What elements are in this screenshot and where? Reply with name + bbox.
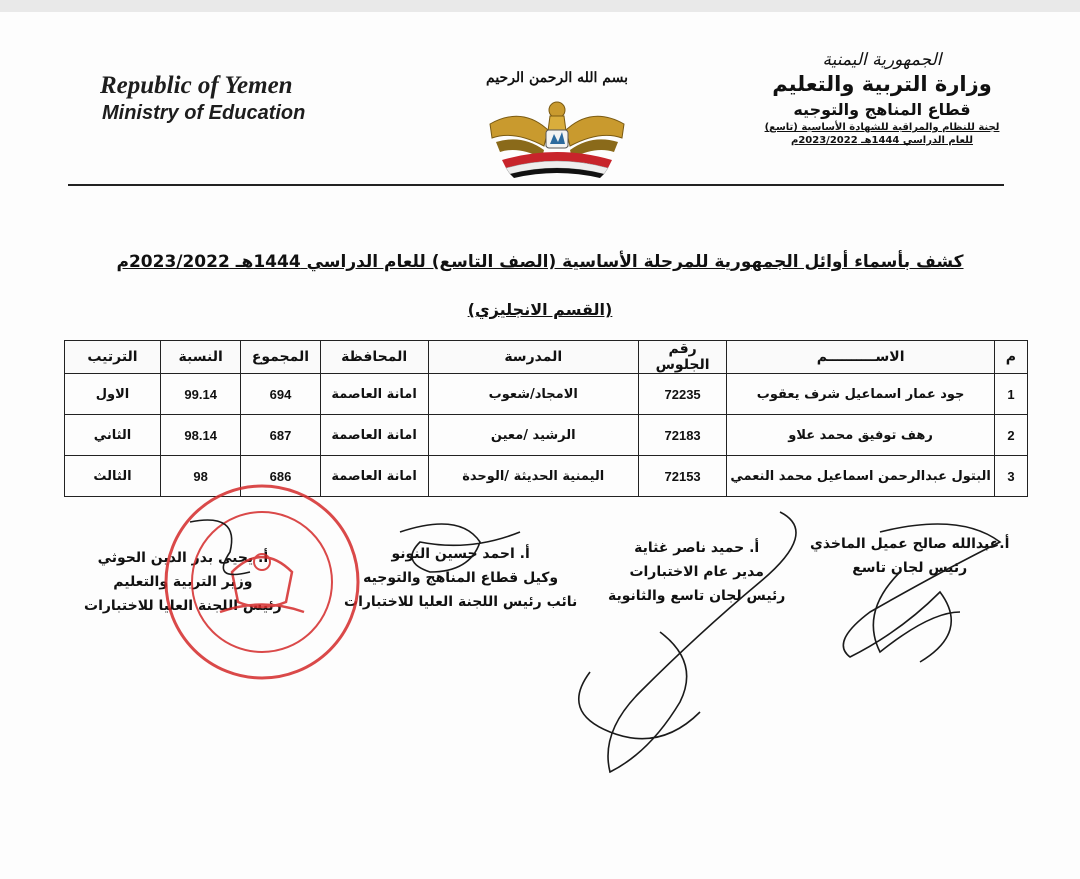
header-governorate: المحافظة <box>320 341 428 374</box>
row-no: 1 <box>994 374 1027 415</box>
arabic-committee: لجنة للنظام والمراقبة للشهادة الأساسية (تاسع) <box>764 122 1000 133</box>
row-school: الامجاد/شعوب <box>428 374 638 415</box>
row-no: 3 <box>994 456 1027 497</box>
row-governorate: امانة العاصمة <box>320 456 428 497</box>
row-school: الرشيد /معين <box>428 415 638 456</box>
row-percent: 99.14 <box>160 374 240 415</box>
signatory-title: رئيس لجان تاسع <box>852 560 968 576</box>
header-divider <box>68 184 1004 186</box>
results-table <box>64 340 1028 497</box>
row-rank: الاول <box>65 374 161 415</box>
row-rank: الثاني <box>65 415 161 456</box>
arabic-sector: قطاع المناهج والتوجيه <box>793 100 971 119</box>
signatory-title: رئيس لجان تاسع والثانوية <box>608 588 786 604</box>
signatory-name: أ. يحيى بدر الدين الحوثي <box>97 550 269 566</box>
header-seat: رقم الجلوس <box>638 341 727 374</box>
row-total: 687 <box>241 415 320 456</box>
signatory-title: رئيس اللجنة العليا للاختبارات <box>84 598 282 614</box>
row-name: رهف توفيق محمد علاو <box>727 415 995 456</box>
signatory-title: نائب رئيس اللجنة العليا للاختبارات <box>344 594 578 610</box>
table-header-row <box>65 341 1028 374</box>
row-percent: 98 <box>160 456 240 497</box>
row-seat: 72153 <box>638 456 727 497</box>
table-row <box>65 415 1028 456</box>
signatory-title: مدير عام الاختبارات <box>629 564 764 580</box>
yemen-eagle-emblem <box>482 86 632 178</box>
signature-block-deputy <box>344 542 577 614</box>
english-header <box>100 72 305 126</box>
row-seat: 72235 <box>638 374 727 415</box>
document-sheet <box>0 12 1080 879</box>
arabic-header <box>732 50 1032 146</box>
row-governorate: امانة العاصمة <box>320 374 428 415</box>
signatory-title: وكيل قطاع المناهج والتوجيه <box>363 570 559 586</box>
row-school: اليمنية الحديثة /الوحدة <box>428 456 638 497</box>
arabic-year: للعام الدراسي 1444هـ 2023/2022م <box>791 135 973 146</box>
header-rank: الترتيب <box>65 341 161 374</box>
row-governorate: امانة العاصمة <box>320 415 428 456</box>
header-school: المدرسة <box>428 341 638 374</box>
row-total: 686 <box>241 456 320 497</box>
english-ministry: Ministry of Education <box>102 102 306 124</box>
row-name: جود عمار اسماعيل شرف يعقوب <box>727 374 995 415</box>
signatory-name: أ. احمد حسين النونو <box>391 546 530 562</box>
row-rank: الثالث <box>65 456 161 497</box>
header-percent: النسبة <box>160 341 240 374</box>
row-percent: 98.14 <box>160 415 240 456</box>
basmala: بسم الله الرحمن الرحيم <box>486 70 628 86</box>
arabic-republic: الجمهورية اليمنية <box>822 50 942 70</box>
section-title: (القسم الانجليزي) <box>467 300 613 319</box>
english-republic: Republic of Yemen <box>100 72 293 99</box>
table-row <box>65 456 1028 497</box>
signature-block-minister <box>84 546 282 618</box>
header-total: المجموع <box>241 341 320 374</box>
signatory-name: أ.عبدالله صالح عميل الماخذي <box>810 536 1010 552</box>
document-title: كشف بأسماء أوائل الجمهورية للمرحلة الأساسية (الصف التاسع) للعام الدراسي 1444هـ 2023/2022م <box>116 252 964 272</box>
signature-block-committees <box>810 532 1009 580</box>
row-name: البتول عبدالرحمن اسماعيل محمد النعمي <box>727 456 995 497</box>
signatory-name: أ. حميد ناصر غثاية <box>634 540 760 556</box>
header-no: م <box>994 341 1027 374</box>
row-seat: 72183 <box>638 415 727 456</box>
row-total: 694 <box>241 374 320 415</box>
arabic-ministry: وزارة التربية والتعليم <box>772 72 992 96</box>
signature-block-exams <box>608 536 785 608</box>
emblem-block <box>462 70 652 190</box>
table-row <box>65 374 1028 415</box>
signatory-title: وزير التربية والتعليم <box>113 574 253 590</box>
header-name: الاســــــــــم <box>727 341 995 374</box>
row-no: 2 <box>994 415 1027 456</box>
